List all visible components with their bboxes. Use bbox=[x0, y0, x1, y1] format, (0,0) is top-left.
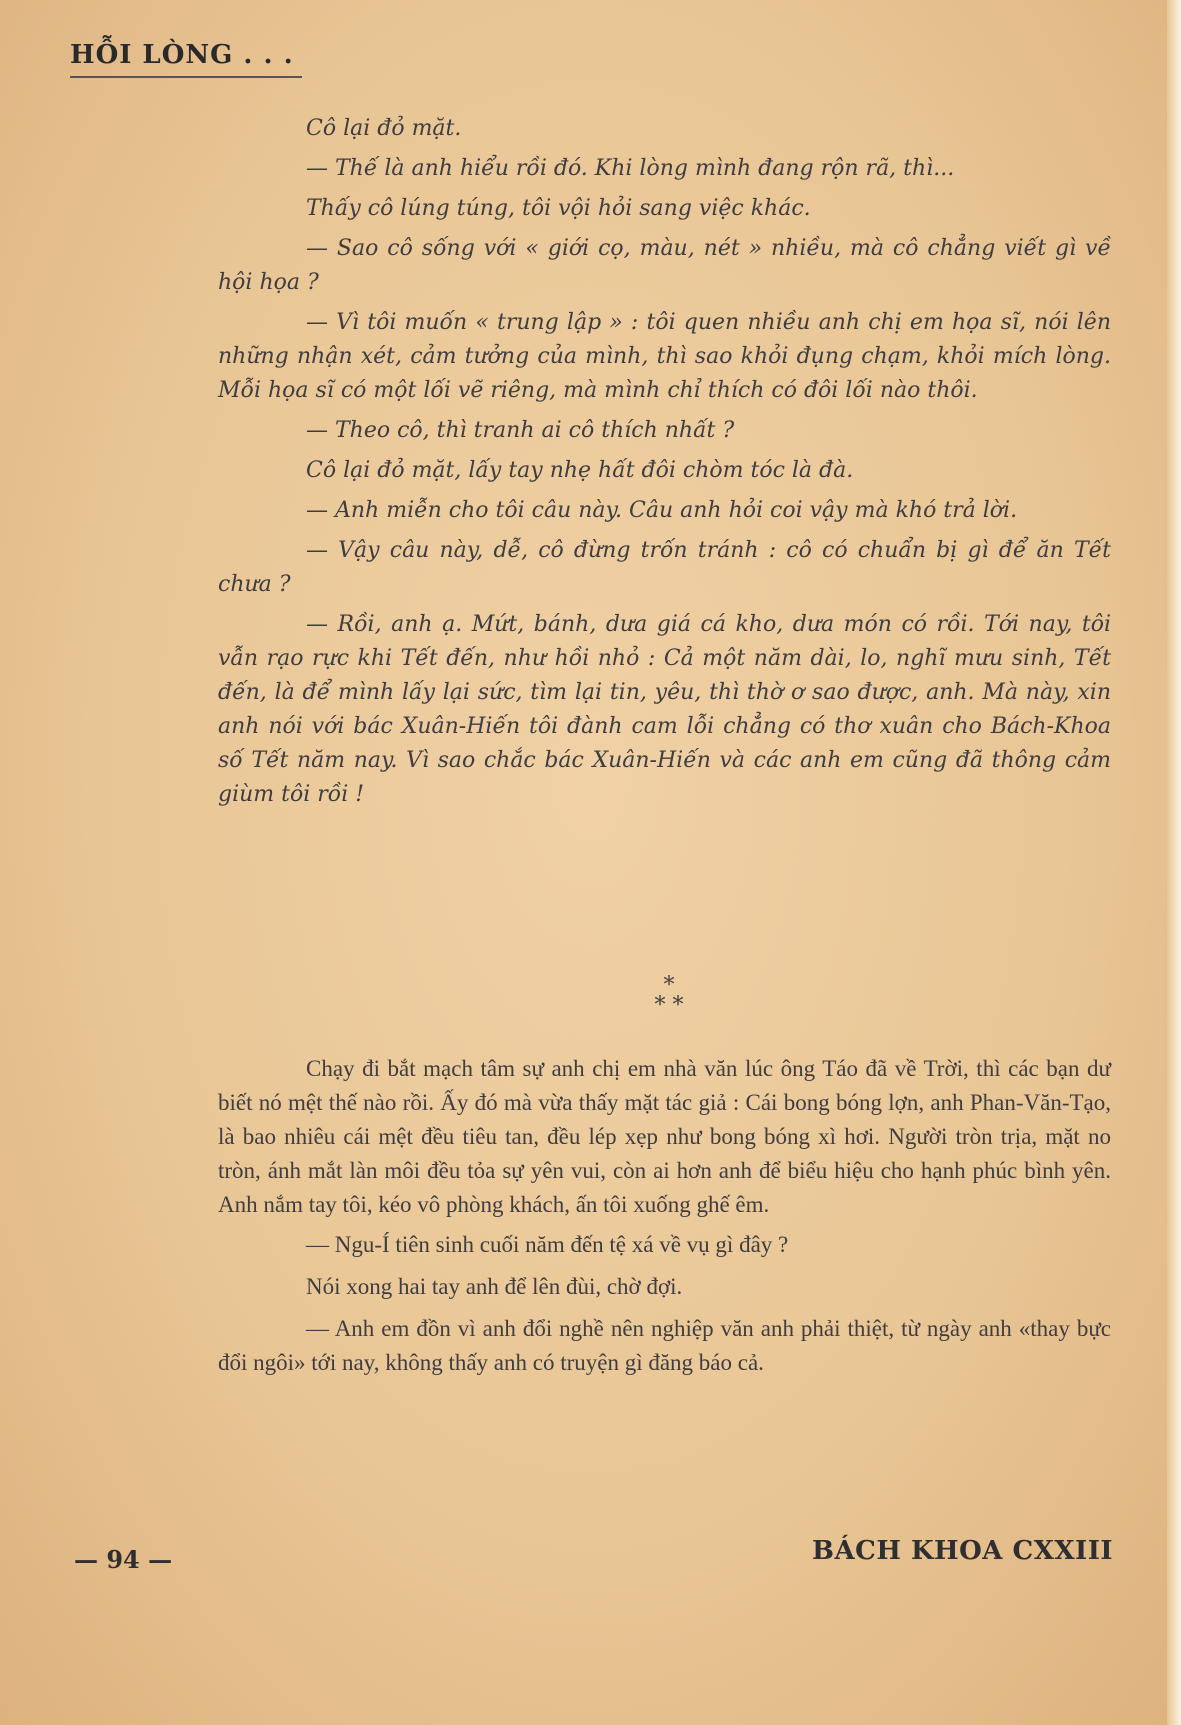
separator-stars: * * bbox=[654, 993, 684, 1018]
paragraph: Thấy cô lúng túng, tôi vội hỏi sang việc khác. bbox=[306, 196, 811, 221]
paragraph: — Thế là anh hiểu rồi đó. Khi lòng mình đang rộn rã, thì... bbox=[306, 156, 955, 181]
paragraph: — Vì tôi muốn « trung lập » : tôi quen nhiều anh chị em họa sĩ, nói lên những nhận xét, cảm tưởng của mình, thì sao khỏi đụng chạm, khỏi mích lòng. Mỗi họa sĩ có một lối vẽ riêng, mà mình chỉ thích có đôi lối nào thôi. bbox=[218, 310, 1111, 403]
running-title: HỖI LÒNG . . . bbox=[70, 40, 294, 70]
paragraph: Cô lại đỏ mặt. bbox=[306, 116, 462, 141]
paragraph: Chạy đi bắt mạch tâm sự anh chị em nhà văn lúc ông Táo đã về Trời, thì các bạn dư biết nó mệt thế nào rồi. Ấy đó mà vừa thấy mặt tác giả : Cái bong bóng lợn, anh Phan-Văn-Tạo, là bao nhiêu cái mệt đều tiêu tan, đều lép xẹp như bong bóng xì hơi. Người tròn trịa, mặt no tròn, ánh mắt làn môi đều tỏa sự yên vui, còn ai hơn anh để biểu hiệu cho hạnh phúc bình yên. Anh nắm tay tôi, kéo vô phòng khách, ấn tôi xuống ghế êm. bbox=[218, 1056, 1111, 1217]
paragraph: Nói xong hai tay anh để lên đùi, chờ đợi. bbox=[306, 1274, 683, 1299]
paragraph: Cô lại đỏ mặt, lấy tay nhẹ hất đôi chòm tóc là đà. bbox=[306, 458, 854, 483]
section-separator bbox=[0, 973, 1181, 1018]
paper-edge bbox=[1167, 0, 1181, 1725]
paragraph: — Anh em đồn vì anh đổi nghề nên nghiệp văn anh phải thiệt, từ ngày anh «thay bực đổi ngôi» tới nay, không thấy anh có truyện gì đăng báo cả. bbox=[218, 1316, 1111, 1375]
page-number: — 94 — bbox=[74, 1545, 173, 1574]
paragraph: — Rồi, anh ạ. Mứt, bánh, dưa giá cá kho, dưa món có rồi. Tới nay, tôi vẫn rạo rực khi Tết đến, như hồi nhỏ : Cả một năm dài, lo, nghĩ mưu sinh, Tết đến, là để mình lấy lại sức, tìm lại tin, yêu, thì thờ ơ sao được, anh. Mà này, xin anh nói với bác Xuân-Hiến tôi đành cam lỗi chẳng có thơ xuân cho Bách-Khoa số Tết năm nay. Vì sao chắc bác Xuân-Hiến và các anh em cũng đã thông cảm giùm tôi rồi ! bbox=[218, 612, 1111, 807]
interview-dialogue bbox=[218, 112, 1111, 818]
paragraph: — Anh miễn cho tôi câu này. Câu anh hỏi coi vậy mà khó trả lời. bbox=[306, 498, 1018, 523]
journal-issue: BÁCH KHOA CXXIII bbox=[812, 1536, 1114, 1566]
paragraph: — Vậy câu này, dễ, cô đừng trốn tránh : cô có chuẩn bị gì để ăn Tết chưa ? bbox=[218, 538, 1111, 597]
paragraph: — Ngu-Í tiên sinh cuối năm đến tệ xá về vụ gì đây ? bbox=[306, 1232, 789, 1257]
narrative-text bbox=[218, 1052, 1111, 1386]
header-rule bbox=[70, 76, 302, 78]
paragraph: — Sao cô sống với « giới cọ, màu, nét » nhiều, mà cô chẳng viết gì về hội họa ? bbox=[218, 236, 1111, 295]
separator-star: * bbox=[663, 973, 675, 998]
paragraph: — Theo cô, thì tranh ai cô thích nhất ? bbox=[306, 418, 735, 443]
